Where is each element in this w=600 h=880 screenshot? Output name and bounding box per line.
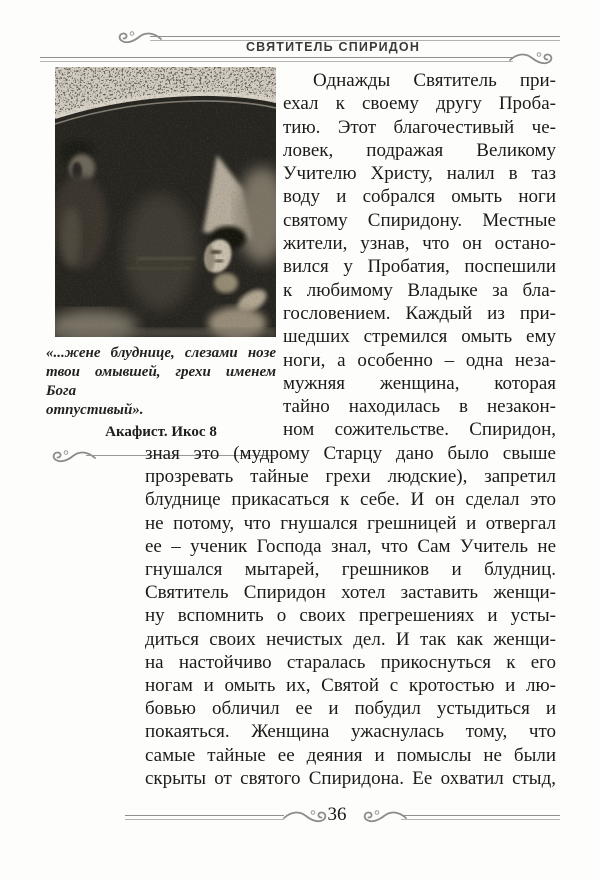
text-line: ехал к своему другу Проба- [283,93,556,115]
text-line: блуднице прикасаться к себе. И он сделал это [145,489,556,511]
text-line: тию. Этот благочестивый че- [283,116,556,138]
text-line: ном сожительстве. Спиридон, [283,419,556,441]
footer-left-rule [125,815,284,820]
header-flourish-right-icon [509,49,559,69]
painting-image [55,67,276,337]
caption-flourish-icon [46,447,96,467]
text-line: бовью обличил ее и побудил устыдиться и [145,698,556,720]
text-line: ногам и омыть их, Святой с кротостью и лю- [145,675,556,697]
text-line: Однажды Святитель при- [313,70,556,91]
text-line: покаяться. Женщина ужаснулась тому, что [145,721,556,743]
text-line: не потому, что гнушался грешницей и отвергал [145,512,556,534]
text-line: ноги, а особенно – одна неза- [283,349,556,371]
text-line: жители, узнав, что он остано- [283,233,556,255]
text-line: мужняя женщина, которая [283,372,556,394]
image-caption [46,344,276,420]
text-line: ее – ученик Господа знал, что Сам Учитель не [145,535,556,557]
text-line: самые тайные ее деяния и помыслы не были [145,744,556,766]
text-line: на настойчиво старалась прикоснуться к его [145,651,556,673]
header-bottom-rule [40,57,513,62]
text-line: святому Спиридону. Местные [283,209,556,231]
body-column-text [283,69,556,442]
text-line: вился у Пробатия, поспешили [283,256,556,278]
text-line: тайно находилась в незакон- [283,396,556,418]
text-line: шедших стремился омыть ему [283,326,556,348]
text-line: отпустивый». [46,402,144,418]
text-line: к любимому Владыке за бла- [283,279,556,301]
text-line: воду и собрался омыть ноги [283,186,556,208]
text-line: ну вспомнить о своих прегрешениях и усты- [145,605,556,627]
text-line: диться своих нечистых дел. И так как женщи- [145,628,556,650]
text-line: зная это (мудрому Старцу дано было свыше [145,443,556,464]
footer-right-rule [401,815,560,820]
text-line: гословением. Каждый из при- [283,302,556,324]
text-line: Святитель Спиридон хотел заставить женщи- [145,582,556,604]
footer-flourish-right-icon [357,807,407,827]
body-full-text [145,442,556,790]
text-line: Учителю Христу, налил в таз [283,163,556,185]
text-line: скрыты от святого Спиридона. Ее охватил стыд, [145,767,556,789]
text-line: прозревать тайные грехи людские), запретил [145,466,556,488]
illustration-block [46,67,276,469]
text-line: ловек, подражая Великому [283,139,556,161]
text-line: твои омывшей, грехи именем Бога [46,364,276,399]
text-line: «...жене блуднице, слезами нозе [46,345,276,361]
running-title: СВЯТИТЕЛЬ СПИРИДОН [245,40,421,54]
page-number: 36 [327,804,347,825]
text-line: гнушался мытарей, грешников и блудниц. [145,559,556,581]
caption-source: Акафист. Икос 8 [105,424,217,440]
